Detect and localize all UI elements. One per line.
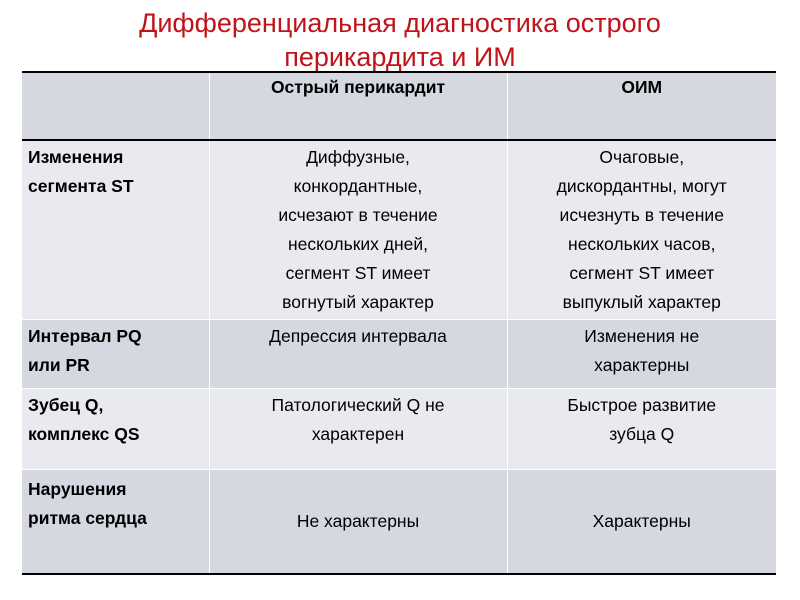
cell-mi-pq: Изменения не характерны	[507, 320, 776, 389]
cell-pericarditis-pq: Депрессия интервала	[209, 320, 507, 389]
cell-pericarditis-rhythm: Не характерны	[209, 470, 507, 575]
header-mi: ОИМ	[507, 72, 776, 140]
row-label-pq: Интервал PQ или PR	[22, 320, 209, 389]
title-line-1: Дифференциальная диагностика острого	[139, 8, 661, 38]
diagnosis-table	[22, 71, 776, 575]
table-row	[22, 320, 776, 389]
cell-mi-q: Быстрое развитие зубца Q	[507, 389, 776, 470]
cell-pericarditis-q: Патологический Q не характерен	[209, 389, 507, 470]
page-title	[0, 6, 800, 74]
header-empty	[22, 72, 209, 140]
table-header-row	[22, 72, 776, 140]
cell-pericarditis-st: Диффузные, конкордантные, исчезают в течение нескольких дней, сегмент ST имеет вогнутый характер	[209, 140, 507, 320]
row-label-rhythm: Нарушения ритма сердца	[22, 470, 209, 575]
table-row	[22, 389, 776, 470]
row-label-q: Зубец Q, комплекс QS	[22, 389, 209, 470]
header-pericarditis: Острый перикардит	[209, 72, 507, 140]
table-row	[22, 470, 776, 575]
table-row	[22, 140, 776, 320]
cell-mi-st: Очаговые, дискордантны, могут исчезнуть в течение нескольких часов, сегмент ST имеет выпуклый характер	[507, 140, 776, 320]
title-line-2: перикардита и ИМ	[284, 42, 516, 72]
cell-mi-rhythm: Характерны	[507, 470, 776, 575]
row-label-st: Изменения сегмента ST	[22, 140, 209, 320]
